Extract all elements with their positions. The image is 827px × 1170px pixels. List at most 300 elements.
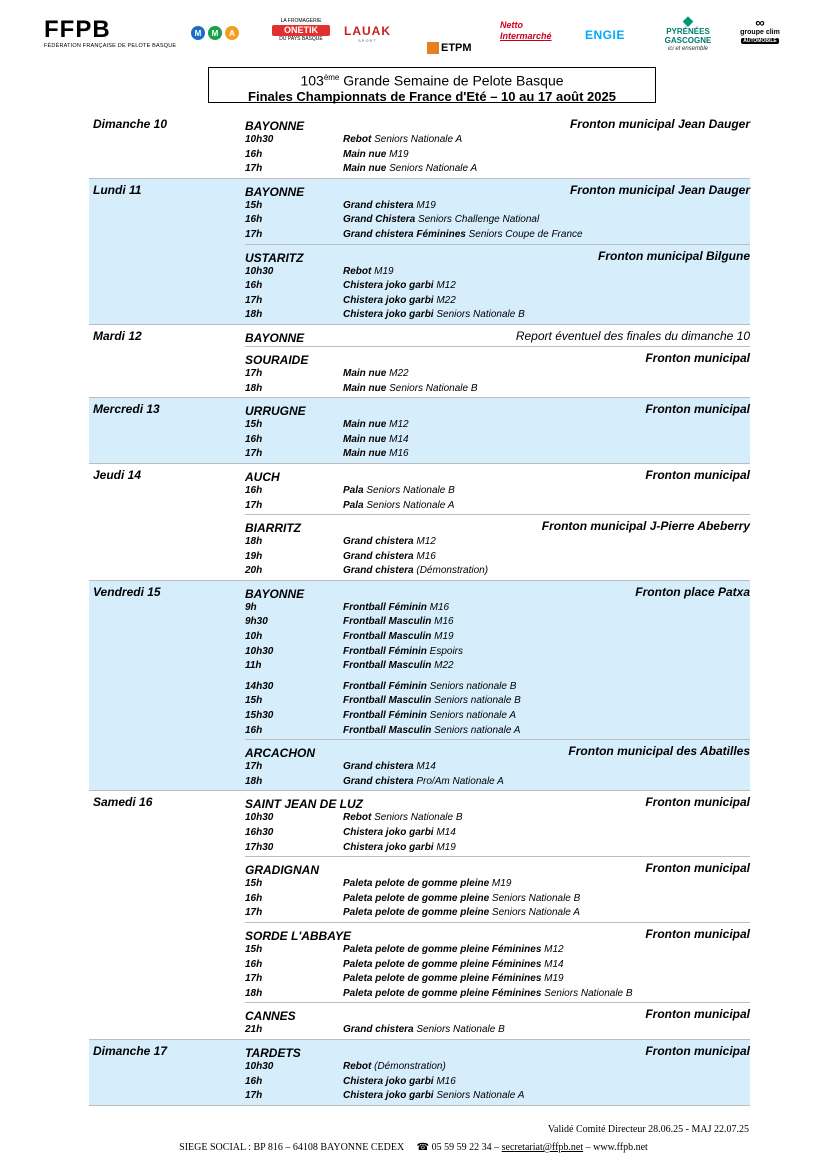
event-description: [343, 760, 436, 775]
event-discipline: Paleta pelote de gomme pleine Féminines: [343, 943, 542, 955]
event-category: Seniors nationale A: [426, 710, 517, 722]
event-row: [245, 811, 750, 826]
venue-block: [245, 581, 750, 740]
venue-city: CANNES: [245, 1009, 296, 1024]
day-name: Samedi 16: [93, 795, 153, 810]
venue-header: [245, 744, 750, 760]
day-block: [89, 325, 750, 398]
event-discipline: Chistera joko garbi: [343, 1090, 434, 1102]
venue-block: [245, 740, 750, 790]
event-row: [245, 724, 750, 739]
engie-logo: [585, 28, 625, 72]
event-description: [343, 943, 564, 958]
venue-header: [245, 1007, 750, 1023]
event-category: Seniors Nationale A: [386, 163, 478, 175]
venue-fronton: Report éventuel des finales du dimanche 10: [515, 328, 750, 343]
event-description: [343, 1089, 524, 1104]
event-discipline: Main nue: [343, 382, 387, 394]
event-row: [245, 987, 750, 1002]
event-description: [343, 972, 564, 987]
event-time: 10h30: [245, 265, 274, 277]
event-time: 17h: [245, 1090, 263, 1102]
day-name: Lundi 11: [93, 182, 142, 197]
event-discipline: Frontball Féminin: [343, 680, 427, 692]
event-row: [245, 972, 750, 987]
event-row: [245, 645, 750, 660]
event-description: [343, 709, 516, 724]
event-time: 17h: [245, 228, 263, 240]
title-line2: Finales Championnats de France d'Eté – 10 au 17 août 2025: [248, 88, 616, 104]
event-row: [245, 709, 750, 724]
event-category: M14: [541, 958, 564, 970]
event-description: [343, 447, 409, 462]
intermarche-name: Intermarché: [500, 31, 552, 41]
venue-header: [245, 249, 750, 265]
event-description: [343, 265, 394, 280]
event-discipline: Main nue: [343, 419, 387, 431]
event-category: M22: [433, 294, 456, 306]
event-row: [245, 775, 750, 790]
event-description: [343, 645, 463, 660]
event-time: 10h30: [245, 1060, 274, 1072]
event-row: [245, 550, 750, 565]
venue-fronton: Fronton municipal: [645, 1043, 750, 1058]
footer-website[interactable]: – www.ffpb.net: [583, 1142, 648, 1153]
day-name: Vendredi 15: [93, 584, 161, 599]
venue-header: [245, 329, 750, 345]
event-row: [245, 133, 750, 148]
event-row: [245, 484, 750, 499]
day-name: Dimanche 17: [93, 1043, 168, 1058]
venue-block: [245, 179, 750, 245]
event-category: Espoirs: [426, 645, 464, 657]
event-description: [343, 601, 449, 616]
event-time: 15h: [245, 199, 263, 211]
onetik-name: ONETIK: [272, 25, 330, 36]
event-description: [343, 433, 409, 448]
credit-agricole-logo: [658, 14, 718, 58]
onetik-top: LA FROMAGERIE: [280, 18, 322, 24]
phone-icon: ☎: [416, 1142, 430, 1153]
event-category: Seniors Nationale B: [386, 382, 478, 394]
event-discipline: Rebot: [343, 134, 372, 145]
event-category: M19: [541, 973, 564, 985]
event-time: 16h: [245, 148, 263, 160]
event-row: [245, 1089, 750, 1104]
venue-fronton: Fronton municipal Jean Dauger: [569, 182, 750, 197]
venue-city: BAYONNE: [245, 586, 305, 601]
event-discipline: Grand chistera: [343, 565, 414, 577]
venue-header: [245, 468, 750, 484]
event-time: 17h: [245, 294, 263, 306]
event-row: [245, 877, 750, 892]
event-row: [245, 630, 750, 645]
event-description: [343, 811, 463, 826]
event-time: 17h: [245, 761, 263, 773]
groupe-clim-logo: [734, 16, 786, 60]
event-description: [343, 148, 409, 163]
event-category: M19: [489, 878, 512, 890]
day-name: Mardi 12: [93, 328, 142, 343]
event-time: 18h: [245, 382, 263, 394]
event-discipline: Pala: [343, 484, 364, 496]
event-time: 16h: [245, 1075, 263, 1087]
event-category: M14: [413, 761, 436, 773]
event-time: 10h30: [245, 812, 274, 824]
event-row: [245, 694, 750, 709]
event-discipline: Paleta pelote de gomme pleine: [343, 878, 490, 890]
event-description: [343, 499, 454, 514]
event-category: M16: [433, 1075, 456, 1087]
venue-header: [245, 1044, 750, 1060]
event-category: Seniors Nationale B: [413, 1024, 505, 1036]
venue-city: GRADIGNAN: [245, 863, 319, 878]
event-row: [245, 841, 750, 856]
venue-block: [245, 325, 750, 347]
event-discipline: Frontball Masculin: [343, 660, 432, 672]
event-row: [245, 1060, 750, 1075]
event-time: 16h30: [245, 827, 274, 838]
event-time: 18h: [245, 309, 263, 321]
ffpb-logo-subtitle: FÉDÉRATION FRANÇAISE DE PELOTE BASQUE: [44, 43, 177, 49]
event-description: [343, 892, 580, 907]
venue-block: [245, 1003, 750, 1039]
title-box: [208, 67, 656, 103]
venue-block: [245, 857, 750, 923]
ca-line2: GASCOGNE: [664, 36, 712, 45]
venue-block: [245, 245, 750, 324]
event-category: Seniors Nationale A: [433, 1090, 525, 1102]
event-time: 16h: [245, 433, 263, 445]
event-category: Seniors Nationale B: [489, 892, 581, 904]
venue-block: [245, 1040, 750, 1105]
event-category: M19: [413, 199, 436, 211]
event-time: 20h: [245, 565, 263, 577]
event-discipline: Chistera joko garbi: [343, 841, 434, 853]
venue-block: [245, 923, 750, 1003]
venue-header: [245, 927, 750, 943]
event-description: [343, 535, 436, 550]
venue-block: [245, 464, 750, 515]
event-discipline: Rebot: [343, 812, 372, 824]
event-description: [343, 484, 455, 499]
event-row: [245, 199, 750, 214]
event-row: [245, 308, 750, 323]
event-category: Seniors Nationale B: [363, 484, 455, 496]
event-description: [343, 294, 456, 309]
footer-phone: 05 59 59 22 34 –: [431, 1142, 500, 1153]
title-line1: [209, 70, 655, 89]
event-category: Seniors Challenge National: [415, 214, 540, 226]
day-name: Jeudi 14: [93, 467, 142, 482]
ffpb-logo: [44, 18, 176, 62]
venue-header: [245, 585, 750, 601]
venue-fronton: Fronton municipal: [645, 1007, 750, 1022]
event-discipline: Chistera joko garbi: [343, 280, 434, 292]
venue-city: AUCH: [245, 469, 280, 484]
event-description: [343, 659, 454, 674]
day-block: [89, 398, 750, 464]
event-time: 17h: [245, 367, 263, 379]
event-time: 18h: [245, 775, 263, 787]
event-discipline: Grand chistera Féminines: [343, 228, 466, 240]
event-discipline: Main nue: [343, 148, 387, 160]
event-category: Seniors Nationale A: [489, 907, 580, 919]
event-category: Seniors Nationale A: [363, 499, 455, 511]
event-category: M12: [541, 943, 564, 955]
event-discipline: Grand Chistera: [343, 214, 416, 226]
event-time: 17h: [245, 907, 263, 919]
event-row: [245, 447, 750, 462]
venue-fronton: Fronton municipal Jean Dauger: [569, 117, 750, 131]
event-description: [343, 841, 456, 856]
venue-city: BAYONNE: [245, 330, 305, 345]
event-category: M19: [386, 148, 409, 160]
event-row: [245, 1023, 750, 1038]
venue-fronton: Fronton municipal des Abatilles: [568, 744, 750, 759]
event-category: M16: [426, 601, 450, 613]
validation-note: Validé Comité Directeur 28.06.25 - MAJ 22.07.25: [547, 1124, 749, 1135]
event-description: [343, 680, 516, 695]
event-discipline: Grand chistera: [343, 550, 414, 562]
venue-block: [245, 347, 750, 397]
mma-logo-m2: M: [208, 26, 222, 40]
event-time: 17h30: [245, 841, 274, 853]
event-category: Pro/Am Nationale A: [413, 775, 504, 787]
event-category: (Démonstration): [413, 565, 489, 577]
event-description: [343, 199, 436, 214]
event-discipline: Frontball Masculin: [343, 616, 432, 628]
event-time: 17h: [245, 499, 263, 511]
event-category: M19: [431, 631, 454, 643]
event-category: Seniors Nationale B: [541, 987, 633, 999]
day-name: Mercredi 13: [93, 402, 160, 417]
venue-fronton: Fronton municipal: [645, 350, 750, 365]
event-row: [245, 958, 750, 973]
event-category: M22: [386, 367, 409, 379]
onetik-logo: [272, 18, 330, 62]
event-time: 11h: [245, 660, 262, 672]
event-row: [245, 943, 750, 958]
event-description: [343, 382, 478, 397]
event-time: 10h30: [245, 645, 274, 657]
venue-header: [245, 519, 750, 535]
lauak-logo: [344, 24, 391, 68]
event-time: 10h: [245, 631, 263, 643]
event-description: [343, 987, 633, 1002]
event-row: [245, 892, 750, 907]
event-time: 17h: [245, 163, 263, 175]
event-row: [245, 615, 750, 630]
event-row: [245, 601, 750, 616]
mma-logo: [191, 26, 239, 70]
event-discipline: Frontball Masculin: [343, 695, 432, 707]
event-category: Seniors nationale B: [431, 695, 521, 707]
event-category: Seniors nationale A: [431, 724, 521, 736]
event-time: 16h: [245, 958, 263, 970]
event-category: M16: [386, 448, 409, 460]
event-row: [245, 906, 750, 921]
etpm-name: ETPM: [441, 42, 472, 54]
event-time: 18h: [245, 536, 263, 548]
venue-header: [245, 402, 750, 418]
event-description: [343, 877, 511, 892]
event-row: [245, 535, 750, 550]
event-time: 16h: [245, 484, 263, 496]
event-discipline: Grand chistera: [343, 199, 414, 211]
clim-name: groupe clim: [740, 29, 780, 36]
event-row: [245, 382, 750, 397]
venue-city: TARDETS: [245, 1045, 301, 1060]
event-time: 18h: [245, 987, 263, 999]
event-time: 15h: [245, 878, 263, 890]
event-row: [245, 826, 750, 841]
venue-city: SAINT JEAN DE LUZ: [245, 797, 364, 812]
event-discipline: Paleta pelote de gomme pleine Féminines: [343, 958, 542, 970]
event-row: [245, 162, 750, 177]
event-time: 9h30: [245, 616, 268, 628]
event-row: [245, 659, 750, 674]
event-category: Seniors Nationale B: [433, 309, 525, 321]
event-row: [245, 148, 750, 163]
event-row: [245, 213, 750, 228]
event-category: M22: [431, 660, 454, 672]
event-time: 14h30: [245, 680, 274, 692]
event-category: Seniors Nationale B: [371, 812, 463, 824]
event-category: M12: [413, 536, 436, 548]
mma-logo-a: A: [225, 26, 239, 40]
event-row: [245, 279, 750, 294]
day-name: Dimanche 10: [93, 117, 168, 131]
event-discipline: Main nue: [343, 163, 387, 175]
event-description: [343, 958, 564, 973]
event-category: (Démonstration): [371, 1060, 446, 1072]
event-description: [343, 1060, 446, 1075]
day-block: [89, 464, 750, 581]
event-time: 17h: [245, 973, 263, 985]
event-category: M14: [386, 433, 409, 445]
event-time: 15h: [245, 943, 263, 955]
venue-city: SOURAIDE: [245, 352, 309, 367]
event-time: 16h: [245, 214, 263, 226]
footer: [0, 1142, 827, 1153]
event-time: 21h: [245, 1024, 263, 1036]
footer-email-link[interactable]: secretariat@ffpb.net: [501, 1142, 584, 1153]
event-category: Seniors Nationale A: [371, 134, 463, 145]
venue-city: ARCACHON: [245, 746, 315, 761]
lauak-name: LAUAK: [344, 24, 391, 38]
event-category: M14: [433, 827, 456, 838]
event-discipline: Paleta pelote de gomme pleine Féminines: [343, 987, 542, 999]
event-discipline: Paleta pelote de gomme pleine Féminines: [343, 973, 542, 985]
event-discipline: Chistera joko garbi: [343, 309, 434, 321]
venue-city: USTARITZ: [245, 250, 304, 265]
title-superscript: ème: [323, 73, 340, 82]
event-description: [343, 906, 580, 921]
venue-fronton: Fronton place Patxa: [635, 584, 750, 599]
event-description: [343, 418, 409, 433]
event-discipline: Main nue: [343, 433, 387, 445]
venue-header: [245, 351, 750, 367]
venue-fronton: Fronton municipal J-Pierre Abeberry: [541, 519, 750, 534]
event-description: [343, 1075, 456, 1090]
event-discipline: Frontball Masculin: [343, 724, 432, 736]
event-category: M12: [433, 280, 456, 292]
event-description: [343, 615, 454, 630]
mma-logo-m1: M: [191, 26, 205, 40]
event-row: [245, 499, 750, 514]
event-category: Seniors Coupe de France: [465, 228, 583, 240]
event-discipline: Frontball Féminin: [343, 645, 427, 657]
event-row: [245, 564, 750, 579]
event-description: [343, 630, 454, 645]
event-row: [245, 680, 750, 695]
event-discipline: Rebot: [343, 1060, 372, 1072]
ca-line1: PYRÉNÉES: [666, 27, 710, 36]
event-time: 17h: [245, 448, 263, 460]
event-category: Seniors nationale B: [426, 680, 517, 692]
event-discipline: Chistera joko garbi: [343, 294, 434, 306]
venue-city: URRUGNE: [245, 404, 306, 419]
event-time: 15h: [245, 695, 263, 707]
event-description: [343, 308, 525, 323]
venue-city: BAYONNE: [245, 184, 305, 199]
event-discipline: Chistera joko garbi: [343, 827, 434, 838]
sponsor-logos: [44, 14, 784, 58]
event-discipline: Grand chistera: [343, 536, 414, 548]
event-description: [343, 367, 409, 382]
venue-fronton: Fronton municipal: [645, 402, 750, 417]
clim-sub: AUTOMOBILE: [743, 38, 777, 44]
etpm-logo: [427, 26, 472, 70]
ffpb-logo-text: FFPB: [44, 16, 111, 43]
event-discipline: Main nue: [343, 367, 387, 379]
event-discipline: Main nue: [343, 448, 387, 460]
event-description: [343, 826, 456, 841]
venue-block: [245, 398, 750, 463]
event-discipline: Chistera joko garbi: [343, 1075, 434, 1087]
day-block: [89, 791, 750, 1040]
venue-header: [245, 117, 750, 133]
venue-block: [245, 515, 750, 580]
groupe-clim-icon: ∞: [755, 15, 765, 30]
venue-city: BAYONNE: [245, 119, 305, 133]
venue-header: [245, 861, 750, 877]
event-discipline: Grand chistera: [343, 1024, 414, 1036]
venue-fronton: Fronton municipal: [645, 926, 750, 941]
event-discipline: Frontball Féminin: [343, 601, 427, 613]
event-discipline: Grand chistera: [343, 761, 414, 773]
event-description: [343, 775, 504, 790]
day-block: [89, 581, 750, 792]
event-row: [245, 367, 750, 382]
event-description: [343, 162, 477, 177]
event-category: M12: [386, 419, 409, 431]
day-block: [89, 1040, 750, 1106]
event-time: 10h30: [245, 134, 274, 145]
event-time: 15h30: [245, 710, 274, 722]
event-discipline: Frontball Masculin: [343, 631, 432, 643]
etpm-icon: [427, 42, 439, 54]
event-description: [343, 133, 462, 148]
event-row: [245, 760, 750, 775]
event-category: M19: [433, 841, 456, 853]
event-description: [343, 228, 583, 243]
event-description: [343, 564, 488, 579]
event-description: [343, 724, 520, 739]
netto-intermarche-logo: [500, 20, 552, 64]
venue-city: SORDE L'ABBAYE: [245, 928, 351, 943]
